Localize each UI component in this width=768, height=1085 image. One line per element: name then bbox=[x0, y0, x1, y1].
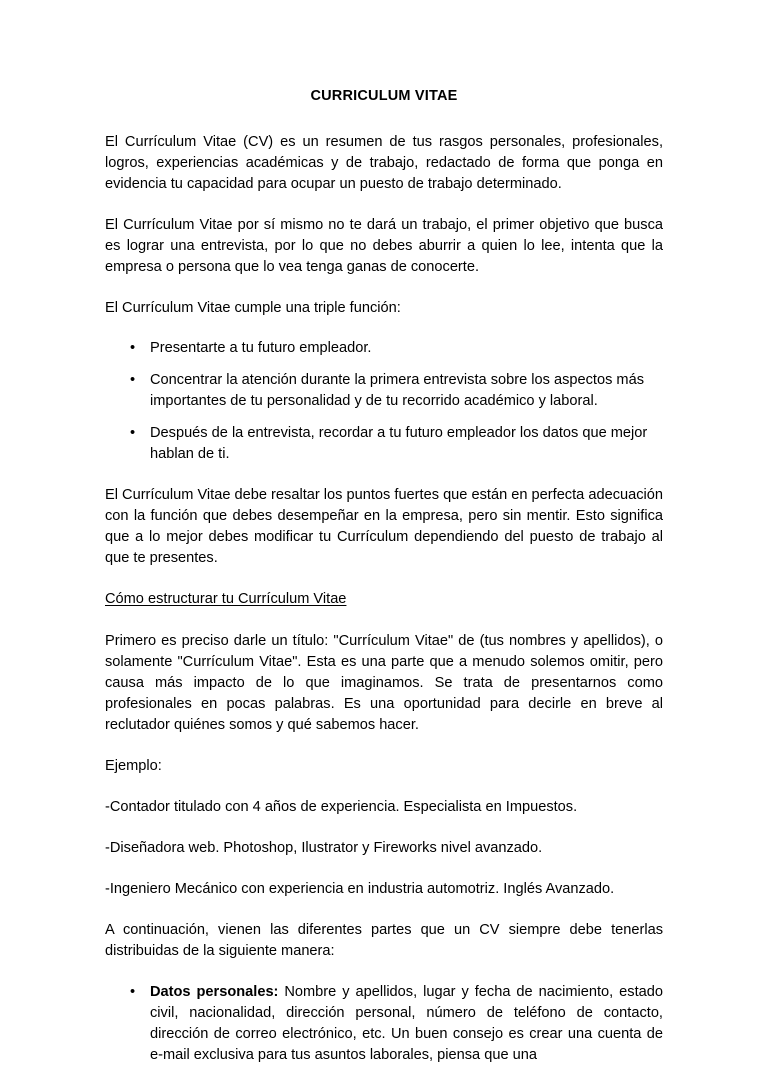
list-item bbox=[105, 423, 663, 465]
example-line: -Ingeniero Mecánico con experiencia en industria automotriz. Inglés Avanzado. bbox=[105, 881, 615, 897]
paragraph-intro: El Currículum Vitae (CV) es un resumen de tus rasgos personales, profesionales, logros, experiencias académicas y de trabajo, redactado de forma que ponga en evidencia tu capacidad para ocupar un puesto de trabajo determinado. bbox=[105, 134, 663, 192]
section-subheading bbox=[105, 589, 663, 610]
bullet-icon: • bbox=[130, 372, 136, 388]
section-subheading-label: Cómo estructurar tu Currículum Vitae bbox=[105, 591, 347, 607]
bullet-icon: • bbox=[130, 340, 136, 356]
bullet-icon: • bbox=[130, 984, 136, 1000]
list-item bbox=[105, 338, 663, 359]
list-item bbox=[105, 982, 663, 1066]
list-item-label: Concentrar la atención durante la primera entrevista sobre los aspectos más importantes de tu personalidad y de tu recorrido académico y laboral. bbox=[150, 372, 645, 409]
example-line: -Contador titulado con 4 años de experiencia. Especialista en Impuestos. bbox=[105, 799, 578, 815]
paragraph-example-label: Ejemplo: bbox=[105, 758, 162, 774]
document-body bbox=[105, 86, 663, 1085]
paragraph-strong-points: El Currículum Vitae debe resaltar los puntos fuertes que están en perfecta adecuación con la función que debes desempeñar en la empresa, pero sin mentir. Esto significa que a lo mejor debes modificar tu Currículum dependiendo del puesto de trabajo al que te presentes. bbox=[105, 487, 663, 566]
paragraph-title-advice: Primero es preciso darle un título: "Currículum Vitae" de (tus nombres y apellidos), o solamente "Currículum Vitae". Esta es una parte que a menudo solemos omitir, pero causa más impacto de lo que imaginamos. Se trata de presentarnos como profesionales en pocas palabras. Es una oportunidad para decirle en breve al reclutador quiénes somos y qué sabemos hacer. bbox=[105, 633, 663, 733]
list-item-label: Después de la entrevista, recordar a tu futuro empleador los datos que mejor hablan de ti. bbox=[150, 425, 648, 462]
paragraph-objective: El Currículum Vitae por sí mismo no te dará un trabajo, el primer objetivo que busca es lograr una entrevista, por lo que no debes aburrir a quien lo lee, intenta que la empresa o persona que lo vea tenga ganas de conocerte. bbox=[105, 217, 663, 275]
list-item bbox=[105, 370, 663, 412]
page-title: CURRICULUM VITAE bbox=[310, 88, 458, 104]
list-item-label: Nombre y apellidos, lugar y fecha de nacimiento, estado civil, nacionalidad, dirección personal, número de teléfono de contacto, dirección de correo electrónico, etc. Un buen consejo es crear una cuenta de e-mail exclusiva para tus asuntos laborales, piensa que una bbox=[150, 984, 663, 1063]
list-item-term: Datos personales: bbox=[150, 984, 279, 1000]
example-line: -Diseñadora web. Photoshop, Ilustrator y Fireworks nivel avanzado. bbox=[105, 840, 543, 856]
bullet-icon: • bbox=[130, 425, 136, 441]
list-item-label: Presentarte a tu futuro empleador. bbox=[150, 340, 372, 356]
paragraph-parts-lead: A continuación, vienen las diferentes partes que un CV siempre debe tenerlas distribuidas de la siguiente manera: bbox=[105, 922, 663, 959]
paragraph-triple-function-lead: El Currículum Vitae cumple una triple función: bbox=[105, 300, 401, 316]
parts-bullet-list bbox=[105, 982, 663, 1066]
function-bullet-list bbox=[105, 338, 663, 465]
